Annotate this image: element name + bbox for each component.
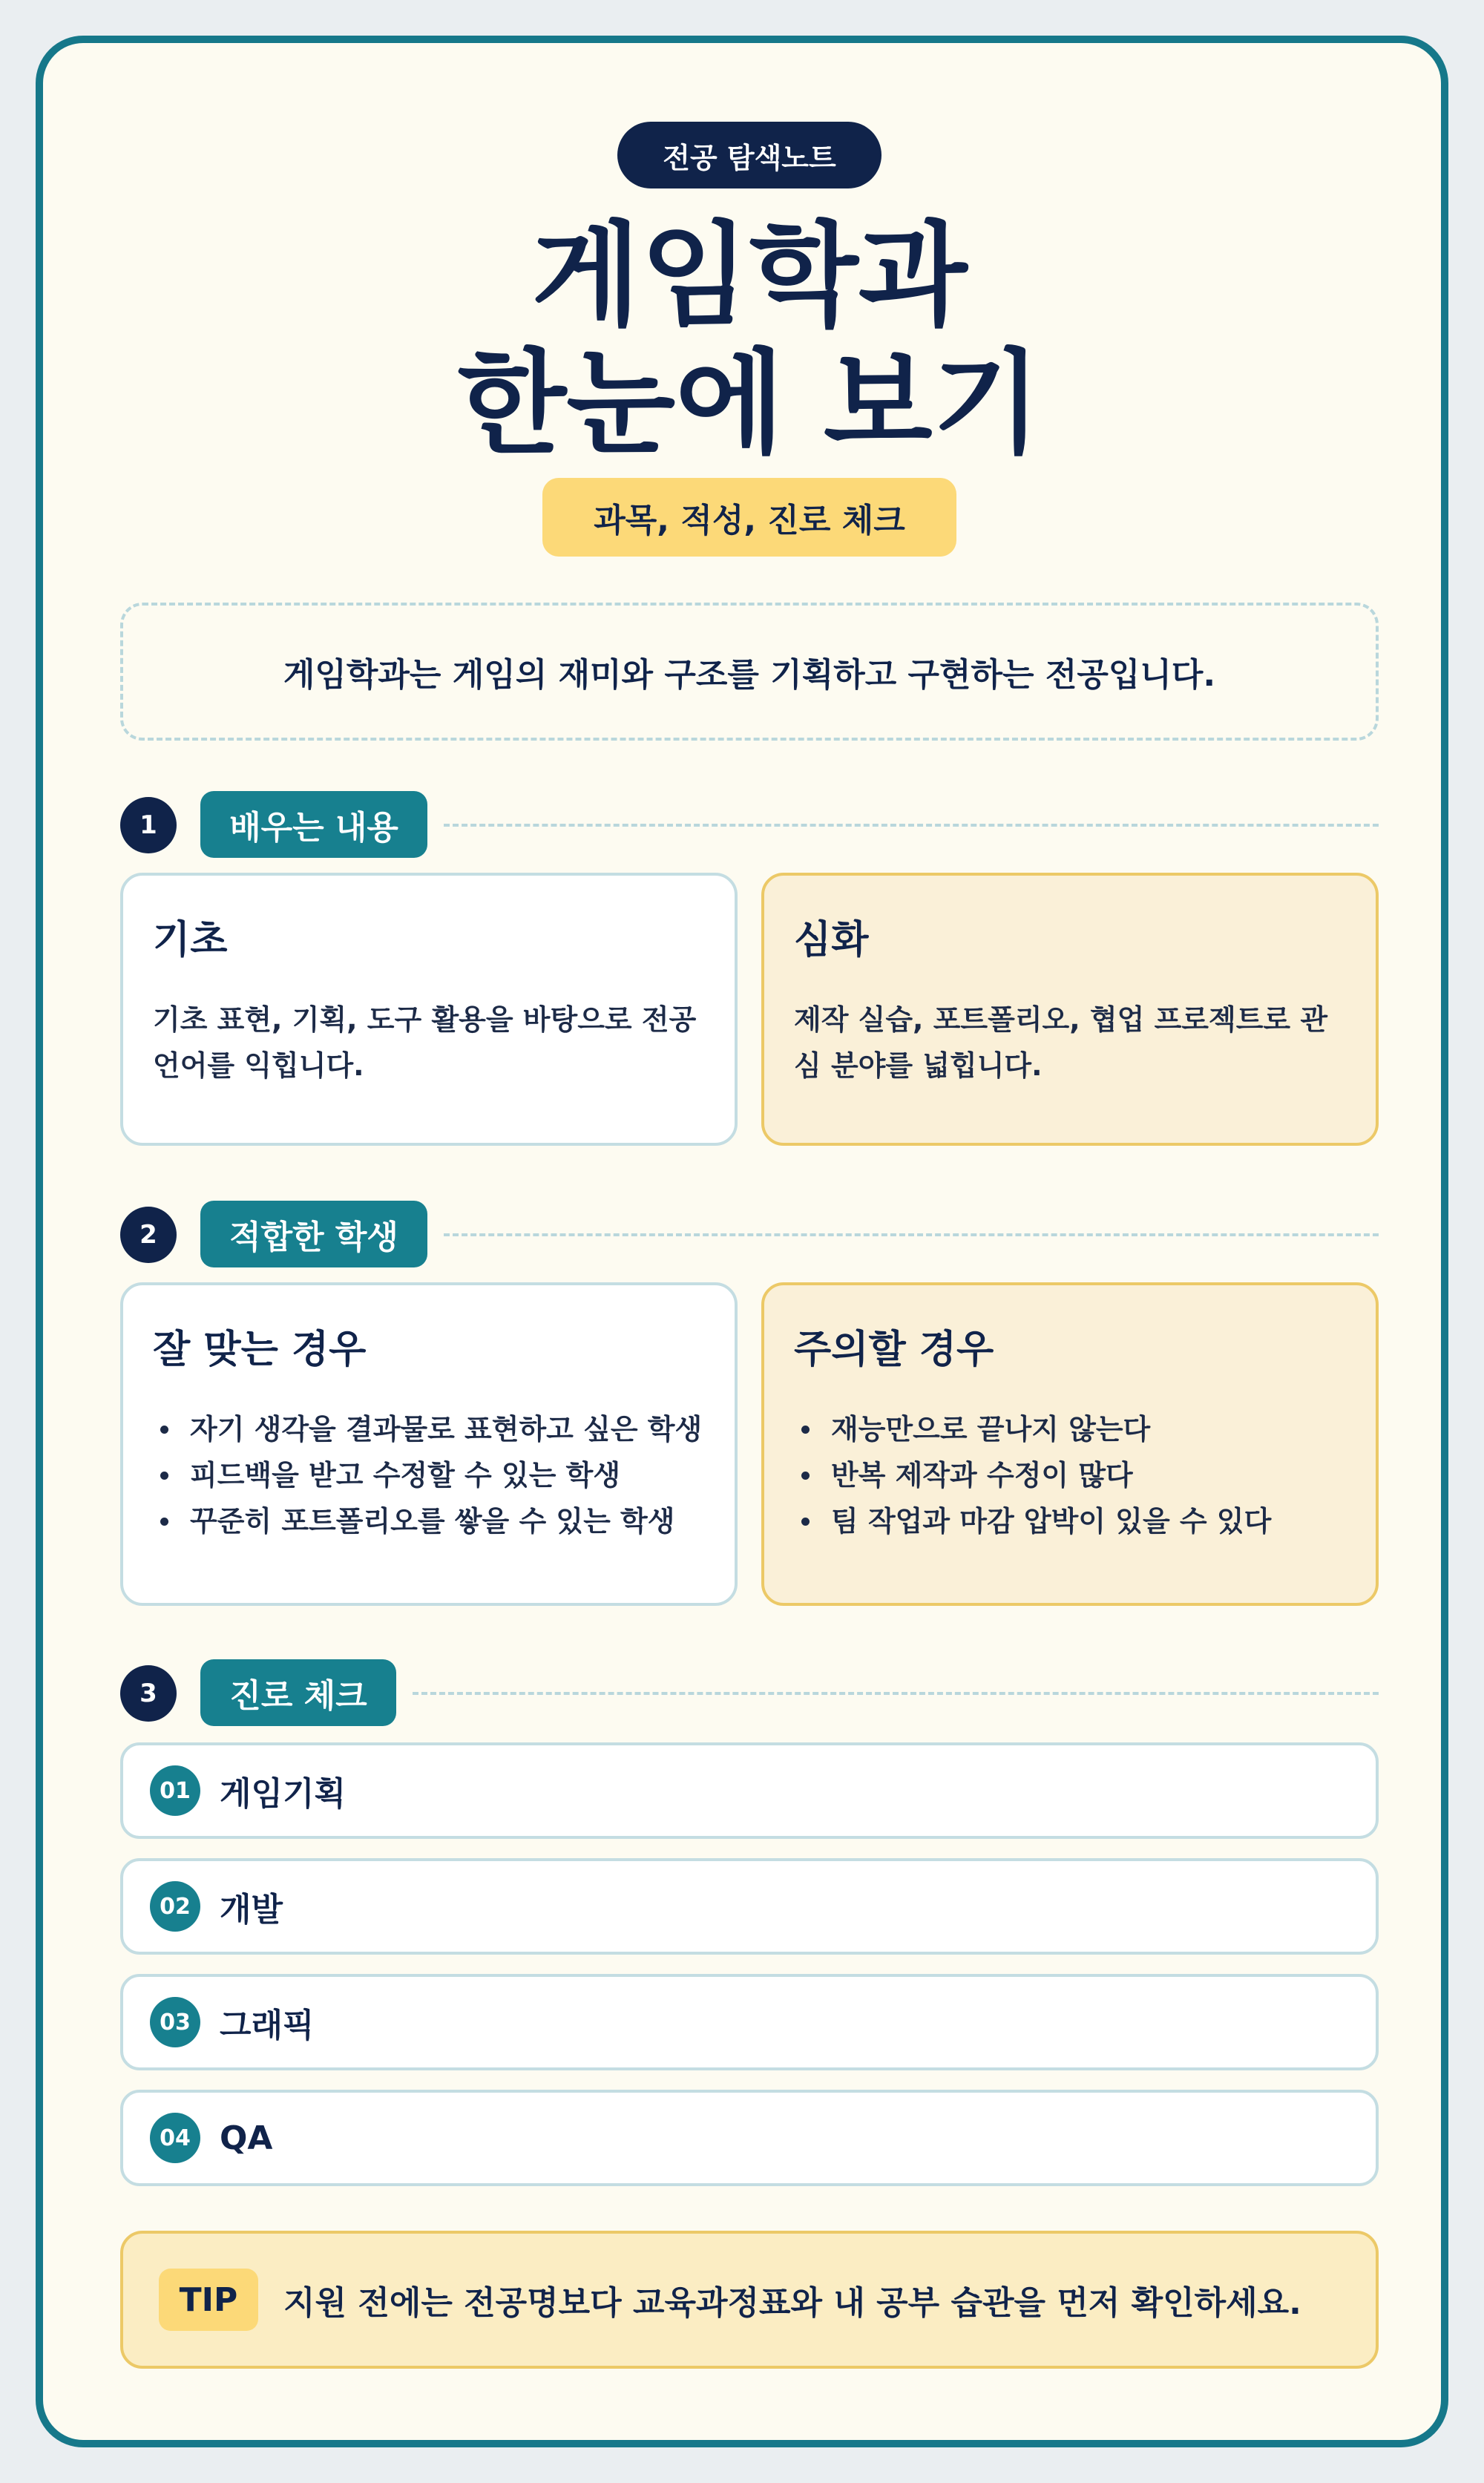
- tip-box: [120, 2231, 1379, 2369]
- advanced-title: 심화: [794, 918, 869, 962]
- list-item: 팀 작업과 마감 압박이 있을 수 있다: [794, 1498, 1346, 1544]
- basics-title: 기초: [153, 918, 228, 962]
- list-item: 재능만으로 끝나지 않는다: [794, 1406, 1346, 1452]
- caution-card: [761, 1282, 1379, 1606]
- list-item: 피드백을 받고 수정할 수 있는 학생: [153, 1452, 705, 1498]
- section-number-2: 2: [120, 1207, 177, 1263]
- section-number-3: 3: [120, 1665, 177, 1722]
- tip-badge: TIP: [159, 2269, 258, 2331]
- path-number-badge: 03: [150, 1997, 200, 2047]
- path-label: 그래픽: [220, 2007, 315, 2044]
- section-title-career: 진로 체크: [200, 1659, 396, 1726]
- path-label: QA: [220, 2119, 273, 2157]
- list-item: 반복 제작과 수정이 많다: [794, 1452, 1346, 1498]
- section-divider: [444, 1233, 1379, 1236]
- advanced-body: 제작 실습, 포트폴리오, 협업 프로젝트로 관심 분야를 넓힙니다.: [794, 1003, 1328, 1082]
- career-path-row: [120, 1742, 1379, 1839]
- intro-box: [120, 603, 1379, 741]
- section-number-1: 1: [120, 797, 177, 853]
- page-title-line2: 한눈에 보기: [457, 338, 1042, 469]
- career-path-row: [120, 2090, 1379, 2186]
- section-divider: [413, 1692, 1379, 1695]
- note-label-badge: 전공 탐색노트: [617, 122, 881, 188]
- subtitle-badge: 과목, 적성, 진로 체크: [542, 478, 956, 557]
- basics-card: [120, 873, 738, 1146]
- good-fit-title: 잘 맞는 경우: [153, 1328, 367, 1372]
- caution-title: 주의할 경우: [794, 1328, 994, 1372]
- list-item: 자기 생각을 결과물로 표현하고 싶은 학생: [153, 1406, 705, 1452]
- caution-list: [794, 1406, 1346, 1544]
- list-item: 꾸준히 포트폴리오를 쌓을 수 있는 학생: [153, 1498, 705, 1544]
- note-card: [36, 36, 1448, 2447]
- career-path-row: [120, 1858, 1379, 1955]
- path-label: 개발: [220, 1891, 283, 1929]
- basics-body: 기초 표현, 기획, 도구 활용을 바탕으로 전공 언어를 익힙니다.: [153, 1003, 697, 1082]
- section-divider: [444, 824, 1379, 827]
- advanced-card: [761, 873, 1379, 1146]
- path-number-badge: 04: [150, 2113, 200, 2163]
- path-label: 게임기획: [220, 1775, 347, 1813]
- good-fit-card: [120, 1282, 738, 1606]
- tip-text: 지원 전에는 전공명보다 교육과정표와 내 공부 습관을 먼저 확인하세요.: [283, 2284, 1301, 2322]
- section-title-fit: 적합한 학생: [200, 1201, 427, 1267]
- path-number-badge: 01: [150, 1765, 200, 1816]
- good-fit-list: [153, 1406, 705, 1544]
- career-path-row: [120, 1974, 1379, 2070]
- intro-text: 게임학과는 게임의 재미와 구조를 기획하고 구현하는 전공입니다.: [283, 656, 1216, 694]
- path-number-badge: 02: [150, 1881, 200, 1932]
- section-title-learning: 배우는 내용: [200, 791, 427, 858]
- page-title-line1: 게임학과: [531, 210, 968, 341]
